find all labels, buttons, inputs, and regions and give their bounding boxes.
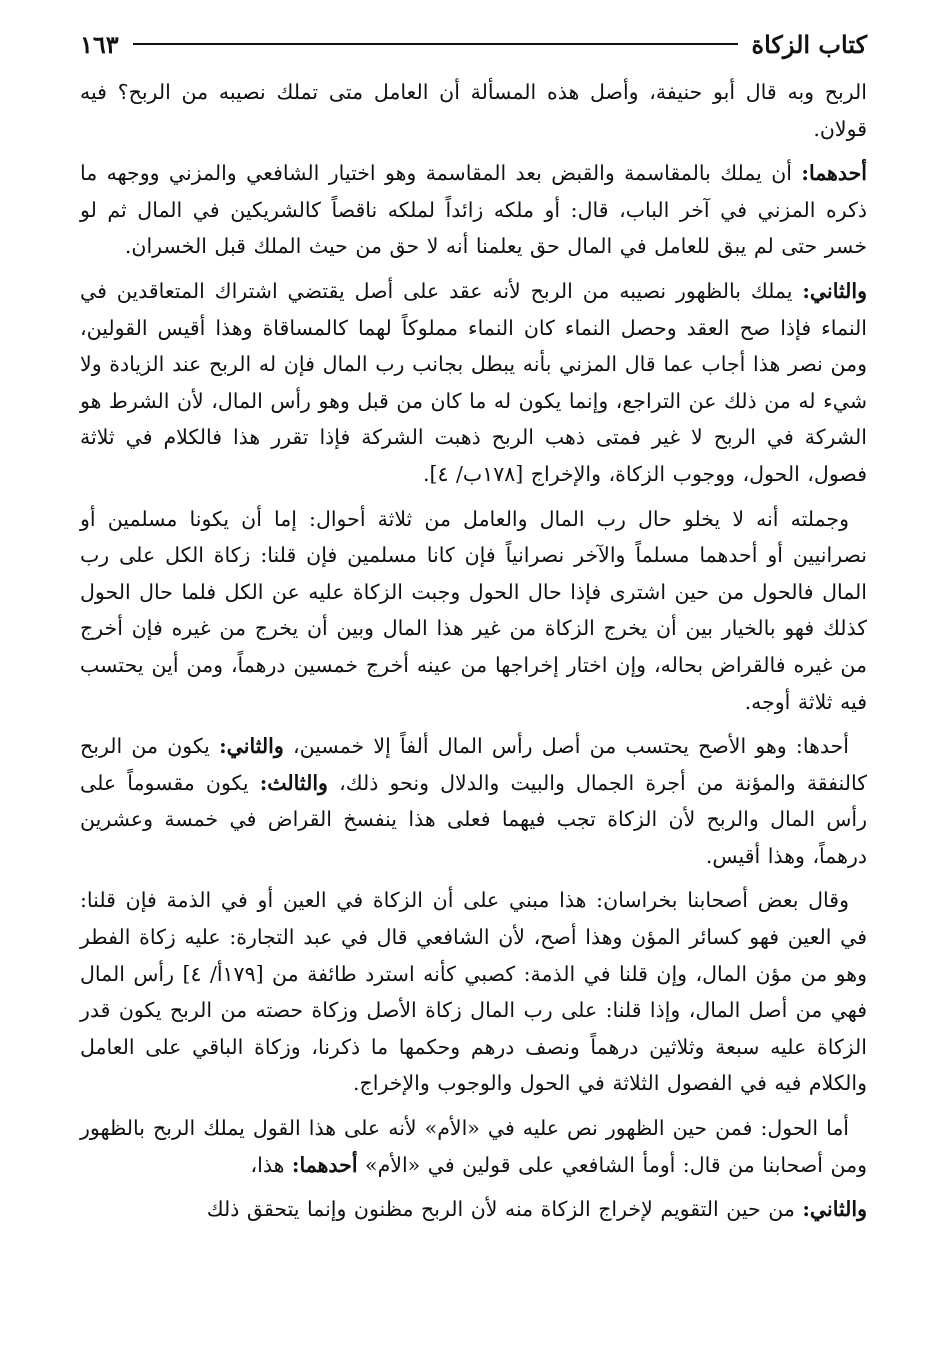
paragraph-bold-term: أحدهما: bbox=[291, 1152, 358, 1177]
paragraph-bold-term: والثاني: bbox=[219, 734, 284, 759]
paragraph bbox=[80, 1110, 867, 1183]
paragraph-lead: أحدهما: bbox=[801, 161, 867, 186]
paragraph bbox=[80, 74, 867, 147]
paragraph-lead: والثاني: bbox=[802, 1197, 867, 1222]
paragraph-text: وجملته أنه لا يخلو حال رب المال والعامل من ثلاثة أحوال: إما أن يكونا مسلمين أو نصرانيين أو أحدهما مسلماً والآخر نصرانياً فإن كانا مسلمين فإن قلنا: زكاة الكل على رب المال فالحول من حين اشترى فإذا حال الحول وجبت الزكاة عليه عن الكل فلما حال الحول كذلك فهو بالخيار بين أن يخرج الزكاة من غير هذا المال وبين أن يخرج من غيره فإن أخرج من غيره فالقراض بحاله، وإن اختار إخراجها من عينه أخرج خمسين درهماً، ومن أين يحتسب فيه ثلاثة أوجه. bbox=[80, 506, 867, 714]
page-header bbox=[80, 22, 867, 66]
header-rule bbox=[133, 43, 738, 45]
paragraph-text: الربح وبه قال أبو حنيفة، وأصل هذه المسألة أن العامل متى تملك نصيبه من الربح؟ فيه قولان. bbox=[80, 80, 867, 141]
paragraph bbox=[80, 501, 867, 721]
paragraph-text: من حين التقويم لإخراج الزكاة منه لأن الربح مظنون وإنما يتحقق ذلك bbox=[206, 1197, 803, 1222]
paragraph-text: يملك بالظهور نصيبه من الربح لأنه عقد على أصل يقتضي اشتراك المتعاقدين في النماء فإذا صح العقد وحصل النماء كان النماء مملوكاً لهما كالمساقاة وهذا أقيس القولين، ومن نصر هذا أجاب عما قال المزني بأنه يبطل بجانب رب المال فإن له الربح عند الزيادة ولا شيء له من ذلك عن التراجع، وإنما يكون له ما كان من قبل وهو رأس المال، لأن الشرط هو الشركة في الربح لا غير فمتى ذهب الربح ذهبت الشركة فإذا تقرر هذا فالكلام في ثلاثة فصول، الحول، ووجوب الزكاة، والإخراج [١٧٨ب/ ٤]. bbox=[80, 278, 867, 486]
paragraph-text: يكون من الربح كالنفقة والمؤنة من أجرة الجمال والبيت والدلال ونحو ذلك، bbox=[80, 734, 867, 795]
paragraph-bold-term: والثالث: bbox=[259, 770, 328, 795]
page-number: ١٦٣ bbox=[80, 29, 119, 59]
paragraph-text: هذا، bbox=[250, 1152, 292, 1177]
paragraph-text: أن يملك بالمقاسمة والقبض بعد المقاسمة وهو اختيار الشافعي والمزني ووجهه ما ذكره المزني في آخر الباب، قال: أو ملكه زائداً لملكه ناقصاً كالشريكين في المال ثم لو خسر حتى لم يبق للعامل في المال حق يعلمنا أنه لا حق من حيث الملك قبل الخسران. bbox=[80, 161, 867, 259]
paragraph bbox=[80, 1191, 867, 1228]
paragraph-text: يكون مقسوماً على رأس المال والربح لأن الزكاة تجب فيهما فعلى هذا ينفسخ القراض في خمسة وعشرين درهماً، وهذا أقيس. bbox=[80, 770, 867, 868]
body-text bbox=[80, 74, 867, 1228]
paragraph-text: وقال بعض أصحابنا بخراسان: هذا مبني على أن الزكاة في العين أو في الذمة فإن قلنا: في العين فهو كسائر المؤن وهذا أصح، لأن الشافعي قال في عبد التجارة: عليه زكاة الفطر وهو من مؤن المال، وإن قلنا في الذمة: كصبي كأنه استرد طائفة من [١٧٩أ/ ٤] رأس المال فهي من أصل المال، وإذا قلنا: على رب المال زكاة الأصل وزكاة حصته من الربح يكون قدر الزكاة عليه سبعة وثلاثين درهماً ونصف درهم وحكمها ما ذكرنا، وزكاة الباقي على العامل والكلام فيه في الفصول الثلاثة في الحول والوجوب والإخراج. bbox=[80, 888, 867, 1096]
paragraph-text: أحدها: وهو الأصح يحتسب من أصل رأس المال ألفاً إلا خمسين، bbox=[283, 734, 850, 759]
paragraph-lead: والثاني: bbox=[802, 278, 867, 303]
paragraph bbox=[80, 882, 867, 1102]
paragraph bbox=[80, 728, 867, 874]
paragraph bbox=[80, 155, 867, 265]
paragraph bbox=[80, 273, 867, 493]
chapter-title: كتاب الزكاة bbox=[751, 29, 867, 59]
paragraph-text: أما الحول: فمن حين الظهور نص عليه في «الأم» لأنه على هذا القول يملك الربح بالظهور ومن أصحابنا من قال: أومأ الشافعي على قولين في «الأم» bbox=[80, 1116, 867, 1177]
